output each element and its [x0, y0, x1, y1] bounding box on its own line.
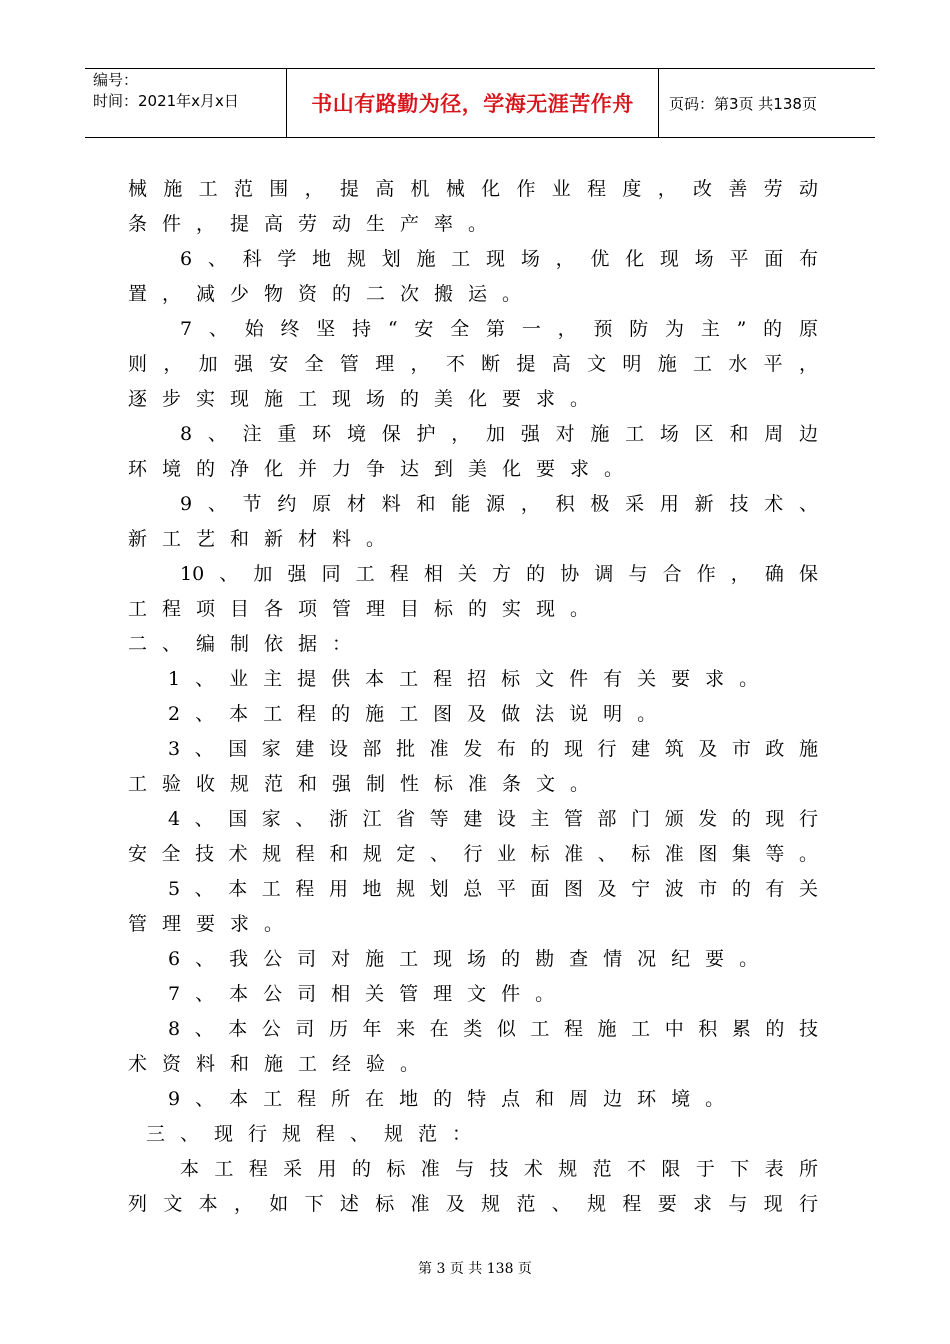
page-footer: 第 3 页 共 138 页	[418, 1261, 532, 1277]
body-line: 二、编制依据：	[128, 633, 367, 655]
body-line: 4、国家、浙江省等建设主管部门颁发的现行	[168, 808, 818, 830]
body-line: 条件，提高劳动生产率。	[128, 213, 503, 235]
body-line: 新工艺和新材料。	[128, 528, 401, 550]
header-page-cell	[659, 69, 875, 137]
body-line: 2、本工程的施工图及做法说明。	[168, 703, 672, 725]
document-time-label: 时间：2021年x月x日	[93, 92, 239, 110]
header-meta	[85, 69, 286, 137]
body-line: 1、业主提供本工程招标文件有关要求。	[168, 668, 774, 690]
body-line: 管理要求。	[128, 913, 299, 935]
body-line: 9、本工程所在地的特点和周边环境。	[168, 1088, 740, 1110]
body-line: 逐步实现施工现场的美化要求。	[128, 388, 605, 410]
body-line: 工验收规范和强制性标准条文。	[128, 773, 605, 795]
body-line: 工程项目各项管理目标的实现。	[128, 598, 605, 620]
header-page-number: 页码：第3页 共138页	[669, 94, 817, 113]
header-motto-cell	[286, 69, 659, 137]
body-line: 安全技术规程和规定、行业标准、标准图集等。	[128, 843, 818, 865]
body-line: 9、节约原材料和能源，积极采用新技术、	[180, 493, 818, 515]
body-line: 三、现行规程、规范：	[146, 1123, 487, 1145]
body-line: 列文本，如下述标准及规范、规程要求与现行	[128, 1193, 818, 1215]
header-motto: 书山有路勤为径，学海无涯苦作舟	[311, 92, 634, 116]
body-line: 8、注重环境保护，加强对施工场区和周边	[180, 423, 818, 445]
document-body	[128, 172, 818, 1222]
body-line: 8、本公司历年来在类似工程施工中积累的技	[168, 1018, 818, 1040]
body-line: 则，加强安全管理，不断提高文明施工水平，	[128, 353, 818, 375]
body-line: 术资料和施工经验。	[128, 1053, 435, 1075]
body-line: 10、加强同工程相关方的协调与合作，确保	[180, 563, 818, 585]
body-line: 械施工范围，提高机械化作业程度，改善劳动	[128, 178, 818, 200]
body-line: 置，减少物资的二次搬运。	[128, 283, 537, 305]
body-line: 3、国家建设部批准发布的现行建筑及市政施	[168, 738, 818, 760]
body-line: 7、本公司相关管理文件。	[168, 983, 570, 1005]
body-line: 7、始终坚持“安全第一，预防为主”的原	[180, 318, 818, 340]
body-line: 环境的净化并力争达到美化要求。	[128, 458, 639, 480]
body-line: 6、科学地规划施工现场，优化现场平面布	[180, 248, 818, 270]
body-line: 6、我公司对施工现场的勘查情况纪要。	[168, 948, 774, 970]
page-header	[85, 68, 875, 138]
body-line: 5、本工程用地规划总平面图及宁波市的有关	[168, 878, 818, 900]
document-number-label: 编号：	[93, 71, 139, 89]
body-line: 本工程采用的标准与技术规范不限于下表所	[180, 1158, 818, 1180]
